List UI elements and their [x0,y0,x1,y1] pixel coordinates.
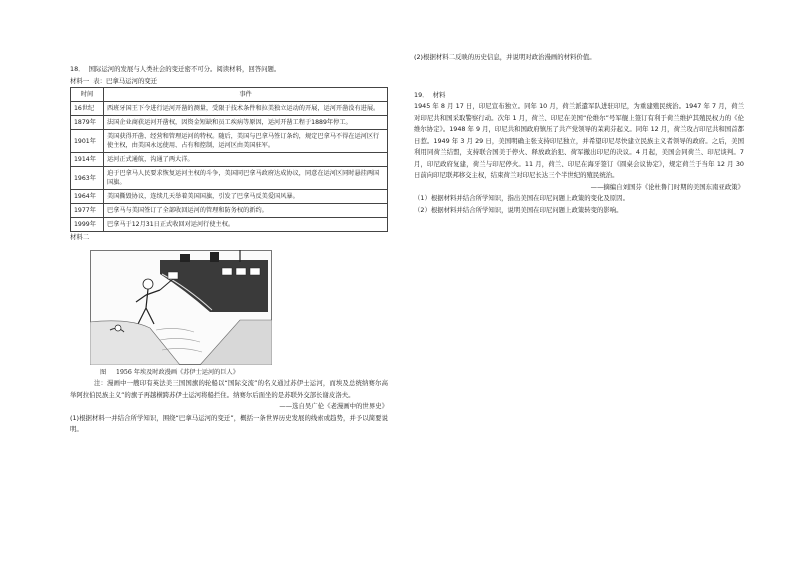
right-column [414,52,744,216]
row-year: 1901年 [71,130,104,153]
row-year: 1999年 [71,218,104,232]
row-year: 1879年 [71,116,104,130]
table-row [71,153,388,167]
row-year: 1963年 [71,167,104,190]
table-row [71,116,388,130]
row-event: 美国撕毁协议，连续几天举着美国国旗，引发了巴拿马反美爱国风暴。 [104,190,388,204]
row-event: 西班牙国王下令进行运河开凿的测量，受限于技术条件和拉美独立运动的开展，运河开凿没有进展。 [104,102,388,116]
q19-sub2: （2）根据材料并结合所学知识，说明美国在印尼问题上政策转变的影响。 [414,205,623,214]
table-row [71,190,388,204]
cartoon-drawing-icon [90,250,272,365]
table-row [71,130,388,153]
material2-title: 材料二 [70,233,90,241]
q19-heading: 19． 材料 [414,90,446,99]
q19-source: ——摘编自刘国芬《论杜鲁门时期的美国东南亚政策》 [590,182,744,191]
row-year: 16世纪 [71,102,104,116]
header-time: 时间 [71,88,104,102]
row-event: 美国获得开凿、经营和管理运河的特权。随后，美国与巴拿马签订条约，规定巴拿马不得在运河区行使主权，由美国永远使用、占有和控制，运河区由美国驻军。 [104,130,388,153]
header-event: 事件 [104,88,388,102]
table-row [71,102,388,116]
suez-canal-cartoon [90,250,272,365]
row-year: 1964年 [71,190,104,204]
row-event: 运河正式通航，沟通了两大洋。 [104,153,388,167]
q18-intro: 18． 国际运河的发展与人类社会的变迁密不可分。阅读材料，回答问题。 [70,65,281,73]
material1-title: 材料一 表：巴拿马运河的变迁 [70,76,158,85]
row-event: 法国企业商获运河开凿权，因资金短缺和员工疾病等原因，运河开凿工程于1889年停工。 [104,116,388,130]
table-row [71,167,388,190]
row-event: 巴拿马与美国签订了全部收回运河的管理和防务权的新约。 [104,204,388,218]
row-year: 1914年 [71,153,104,167]
cartoon-caption: 图 1956 年埃及时政漫画《苏伊士运河的巨人》 [100,368,239,376]
cartoon-source: ——选自吴广伦《老漫画中的世界史》 [279,402,388,410]
table-row [71,218,388,232]
row-event: 迫于巴拿马人民要求恢复运河主权的斗争，美国同巴拿马政府达成协议，同意在运河区同时悬挂两国国旗。 [104,167,388,190]
row-year: 1977年 [71,204,104,218]
row-event: 巴拿马于12月31日正式收回对运河行使主权。 [104,218,388,232]
q18-sub2: (2)根据材料二反映的历史信息，并说明对政治漫画的材料价值。 [414,53,596,61]
panama-canal-table [70,87,388,232]
table-row [71,204,388,218]
q19-material: 1945 年 8 月 17 日，印尼宣布独立。同年 10 月，荷兰派遣军队进驻印尼，为重建殖民统治。1947 年 7 月，荷兰对印尼共和国采取警察行动。次年 1 月，荷兰、印尼在美国“伦维尔”号军舰上签订有利于荷兰维护其殖民权力的《伦维尔协定》。1948 年 9 月，印尼共和国政府镇压了共产党领导的茉莉芬起义。同年 12 月，荷兰攻占印尼共和国首都日惹。1949 年 3 月 29 日，美国明确主张支持印尼独立，并希望印尼尽快建立民族主义者领导的政府。之后，美国利用同荷兰结盟，支持联合国美于停火、释放政治犯、荷军撤出印尼的决议。4 月起，美国会同荷兰、印尼谈判。7 月，印尼政府复建，荷兰与印尼停火。11 月，荷兰、印尼在海牙签订《圆桌会议协定》，规定荷兰于当年 12 月 30 日前向印尼联邦移交主权，结束荷兰对印尼长达三个半世纪的殖民统治。 [414,102,744,179]
q19-sub1: （1）根据材料并结合所学知识，指出美国在印尼问题上政策的变化及原因。 [414,194,629,202]
table-header-row [71,88,388,102]
q18-sub1: (1)根据材料一并结合所学知识，围绕“巴拿马运河的变迁”，概括一条世界历史发展的线索或趋势，并予以简要说明。 [70,413,388,433]
cartoon-note: 注：漫画中一艘印有英法美三国国旗的轮船以“国际交流”的名义通过苏伊士运河，而埃及总统纳赛尔高举阿拉伯民族主义”的旗子再越横跨苏伊士运河将船拦住。纳赛尔后面坐的是苏联外交部长谢皮洛夫。 [70,379,388,399]
left-column [70,64,388,436]
